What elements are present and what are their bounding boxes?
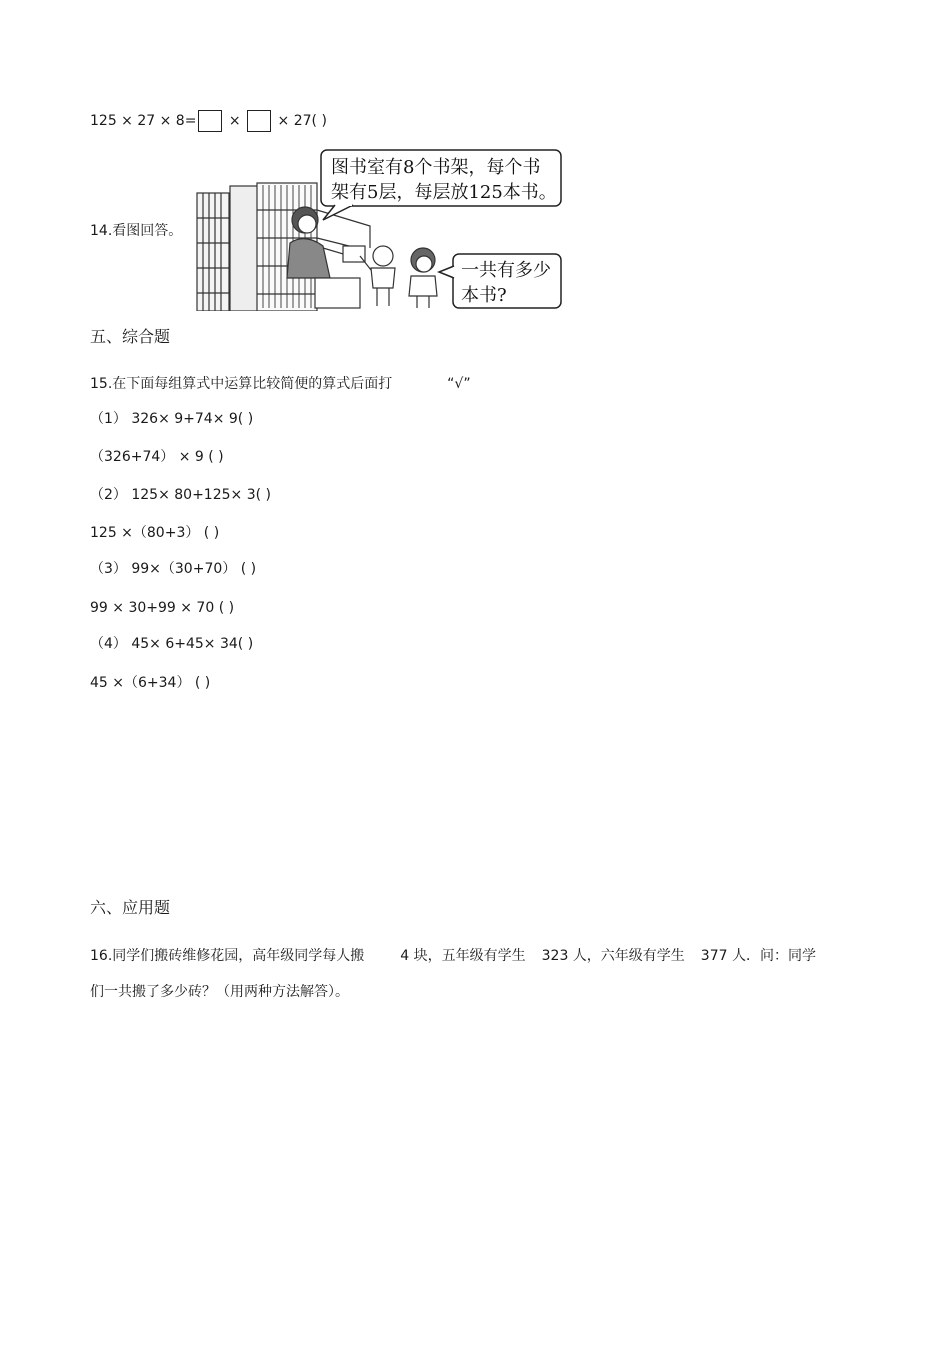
q15-stem: 15.在下面每组算式中运算比较简便的算式后面打 xyxy=(90,376,393,392)
q13-part2: × xyxy=(228,113,241,129)
bubble1-line1: 图书室有8个书架，每个书 xyxy=(331,157,541,178)
library-illustration xyxy=(195,148,565,311)
bubble2-line2: 本书? xyxy=(461,285,507,306)
q16-line1 xyxy=(90,947,816,965)
q15-item: 45 ×（6+34） ( ) xyxy=(90,675,211,691)
q13-expression-line xyxy=(90,110,327,132)
section5-title: 五、综合题 xyxy=(90,327,171,346)
answer-box[interactable] xyxy=(247,110,271,132)
q15-item: 99 × 30+99 × 70 ( ) xyxy=(90,600,235,616)
bubble2-line1: 一共有多少 xyxy=(461,260,551,281)
answer-box[interactable] xyxy=(198,110,222,132)
check-mark-symbol: “√” xyxy=(447,376,471,392)
speech-bubble-librarian xyxy=(321,150,561,220)
q16-text-b: 4 块，五年级有学生 xyxy=(400,948,526,964)
q16-line2: 们一共搬了多少砖？（用两种方法解答）。 xyxy=(90,984,349,1000)
q13-part1: 125 × 27 × 8= xyxy=(90,113,197,129)
bubble1-line2: 架有5层，每层放125本书。 xyxy=(331,182,557,203)
speech-bubble-girl xyxy=(439,254,561,308)
q15-stem-line xyxy=(90,375,471,393)
q15-item: （3） 99×（30+70） ( ) xyxy=(90,561,257,577)
section6-title: 六、应用题 xyxy=(90,898,171,917)
q15-item: （326+74） × 9 ( ) xyxy=(90,449,224,465)
q15-item: （4） 45× 6+45× 34( ) xyxy=(90,636,254,652)
q16-text-c: 323 人，六年级有学生 xyxy=(541,948,685,964)
q14-label: 14.看图回答。 xyxy=(90,223,183,239)
q15-item: （1） 326× 9+74× 9( ) xyxy=(90,411,254,427)
q16-text-d: 377 人．问：同学 xyxy=(700,948,816,964)
q13-part3: × 27( ) xyxy=(277,113,327,129)
q15-item: （2） 125× 80+125× 3( ) xyxy=(90,487,271,503)
girl-figure xyxy=(409,248,437,308)
q16-text-a: 16.同学们搬砖维修花园，高年级同学每人搬 xyxy=(90,948,365,964)
q15-item: 125 ×（80+3） ( ) xyxy=(90,525,220,541)
